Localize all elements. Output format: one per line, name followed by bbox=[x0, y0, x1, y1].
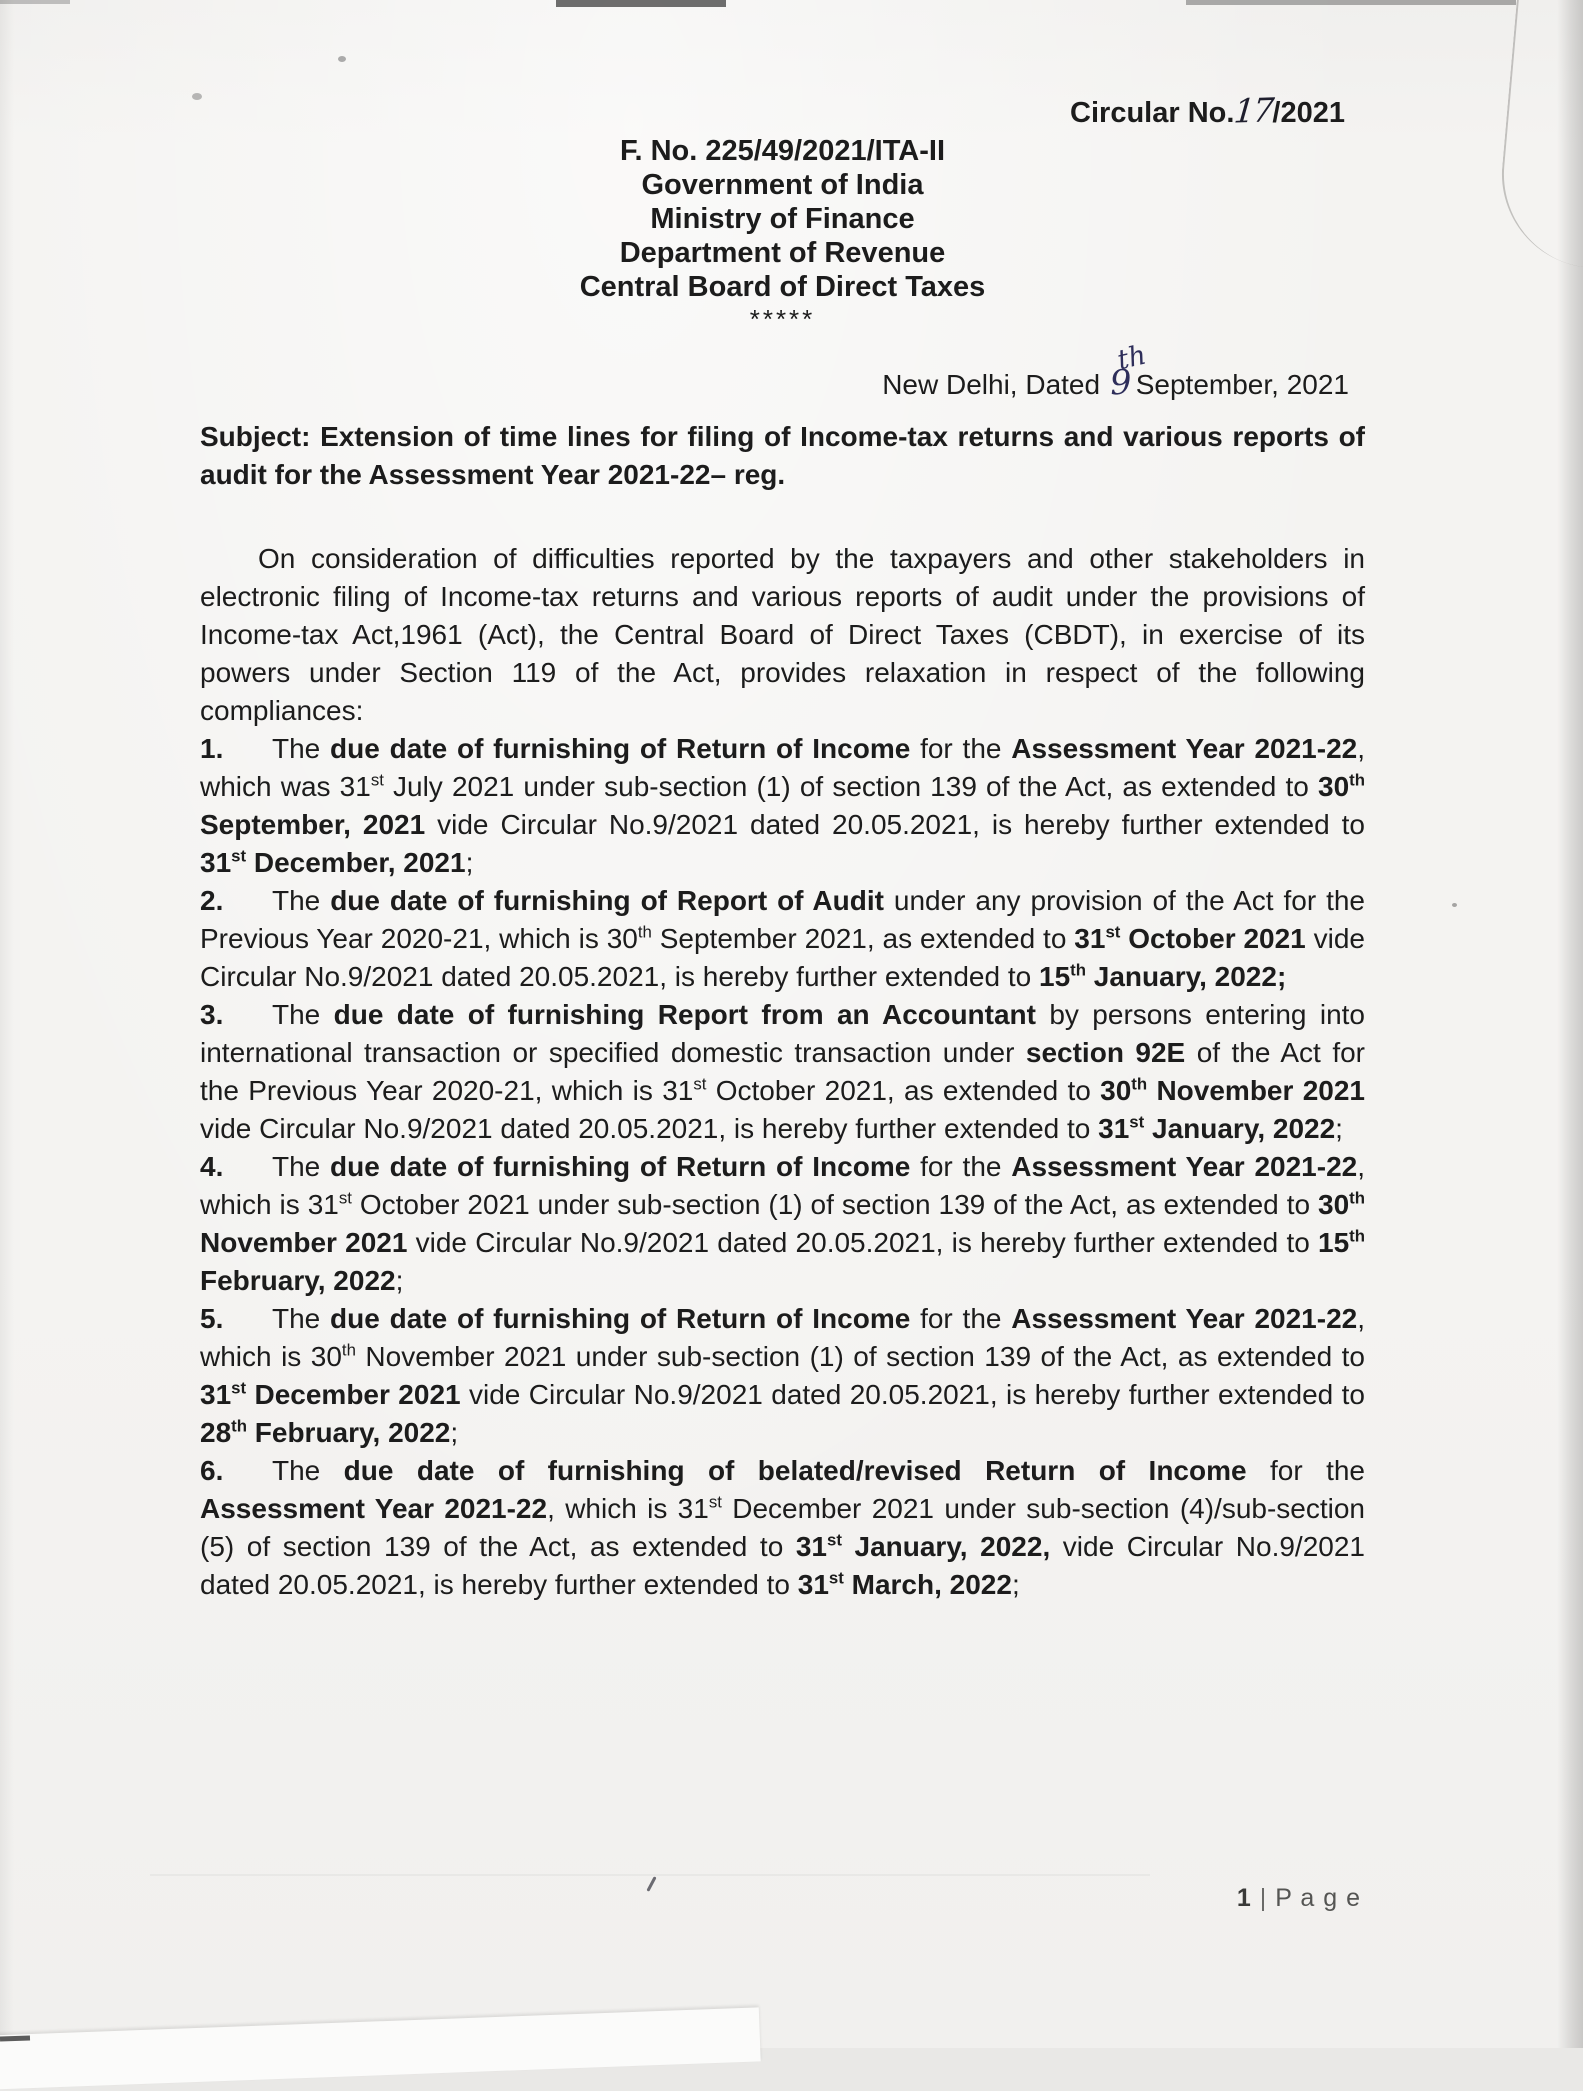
item-1-text: The due date of furnishing of Return of Income for the Assessment Year 2021-22, which was 31st July 2021 under sub-section (1) of section 139 of the Act, as extended to 30th September, 2021 vide Circular No.9/2021 dated 20.05.2021, is hereby further extended to 31st December, 2021; bbox=[200, 733, 1366, 878]
letterhead-department: Department of Revenue bbox=[619, 237, 946, 269]
letterhead-board: Central Board of Direct Taxes bbox=[579, 271, 986, 303]
page-edge-shadow-right bbox=[1557, 0, 1583, 2048]
page-footer bbox=[1237, 1884, 1361, 1913]
subject-line: Subject: Extension of time lines for filing of Income-tax returns and various reports of audit for the Assessment Year 2021-22– reg. bbox=[200, 421, 1365, 490]
item-6-number: 6. bbox=[200, 1455, 224, 1486]
item-4-number: 4. bbox=[200, 1151, 224, 1182]
item-1-number: 1. bbox=[200, 733, 224, 764]
page-corner-curl bbox=[1494, 0, 1583, 268]
document-body bbox=[200, 0, 1365, 1604]
item-5-number: 5. bbox=[200, 1303, 224, 1334]
circular-number-prefix: Circular No. bbox=[1070, 97, 1235, 129]
item-1 bbox=[200, 730, 1365, 882]
item-6-text: The due date of furnishing of belated/revised Return of Income for the Assessment Year 2021-22, which is 31st December 2021 under sub-section (4)/sub-section (5) of section 139 of the Act, as extended to 31st January, 2022, vide Circular No.9/2021 dated 20.05.2021, is hereby further extended to 31st March, 2022; bbox=[200, 1455, 1365, 1600]
paper-speck bbox=[1452, 903, 1457, 907]
item-2-text: The due date of furnishing of Report of Audit under any provision of the Act for the Previous Year 2020-21, which is 30th September 2021, as extended to 31st October 2021 vide Circular No.9/2021 dated 20.05.2021, is hereby further extended to 15th January, 2022; bbox=[200, 885, 1365, 992]
scan-edge-strip bbox=[1186, 0, 1516, 5]
item-4-text: The due date of furnishing of Return of Income for the Assessment Year 2021-22, which is 31st October 2021 under sub-section (1) of section 139 of the Act, as extended to 30th November 2021 vide Circular No.9/2021 dated 20.05.2021, is hereby further extended to 15th February, 2022; bbox=[200, 1151, 1366, 1296]
paper-speck bbox=[192, 93, 202, 100]
file-number: F. No. 225/49/2021/ITA-II bbox=[619, 135, 946, 167]
dateline-prefix: New Delhi, Dated bbox=[882, 369, 1101, 400]
handwritten-circular-number: 17 bbox=[1232, 90, 1275, 131]
letterhead-ministry: Ministry of Finance bbox=[650, 203, 915, 235]
scan-edge-strip bbox=[556, 0, 726, 7]
handwritten-ordinal: th bbox=[1114, 339, 1150, 377]
circular-number-suffix: /2021 bbox=[1272, 97, 1345, 129]
stars-separator: ***** bbox=[749, 304, 816, 334]
footer-separator: | bbox=[1259, 1884, 1268, 1912]
page-edge-shadow-left bbox=[0, 0, 14, 2048]
item-3-text: The due date of furnishing Report from an Accountant by persons entering into international transaction or specified domestic transaction under section 92E of the Act for the Previous Year 2020-21, which is 31st October 2021, as extended to 30th November 2021 vide Circular No.9/2021 dated 20.05.2021, is hereby further extended to 31st January, 2022; bbox=[200, 999, 1366, 1144]
item-4 bbox=[200, 1148, 1365, 1300]
scan-edge-strip bbox=[0, 0, 70, 4]
item-2 bbox=[200, 882, 1365, 996]
page-number: 1 bbox=[1236, 1884, 1252, 1912]
dateline-suffix: September, 2021 bbox=[1135, 369, 1349, 400]
paper-speck bbox=[338, 56, 346, 62]
circular-number-line bbox=[200, 0, 1365, 132]
underlying-page-sliver bbox=[0, 2007, 761, 2090]
letterhead-government: Government of India bbox=[641, 169, 924, 201]
scan-edge-dash bbox=[0, 2035, 30, 2041]
handwritten-day bbox=[1109, 339, 1150, 404]
item-6 bbox=[200, 1452, 1365, 1604]
stray-pen-mark bbox=[646, 1876, 656, 1892]
intro-paragraph: On consideration of difficulties reported by the taxpayers and other stakeholders in electronic filing of Income-tax returns and various reports of audit under the provisions of Income-tax Act,1961 (Act), the Central Board of Direct Taxes (CBDT), in exercise of its powers under Section 119 of the Act, provides relaxation in respect of the following compliances: bbox=[200, 543, 1365, 726]
dateline bbox=[200, 339, 1365, 404]
item-5 bbox=[200, 1300, 1365, 1452]
item-3 bbox=[200, 996, 1365, 1148]
paper-crease bbox=[150, 1874, 1150, 1876]
item-5-text: The due date of furnishing of Return of Income for the Assessment Year 2021-22, which is 30th November 2021 under sub-section (1) of section 139 of the Act, as extended to 31st December 2021 vide Circular No.9/2021 dated 20.05.2021, is hereby further extended to 28th February, 2022; bbox=[200, 1303, 1366, 1448]
letterhead bbox=[200, 134, 1365, 304]
item-3-number: 3. bbox=[200, 999, 224, 1030]
handwritten-day-digit: 9 bbox=[1109, 362, 1133, 404]
footer-label: P a g e bbox=[1275, 1884, 1361, 1912]
item-2-number: 2. bbox=[200, 885, 224, 916]
